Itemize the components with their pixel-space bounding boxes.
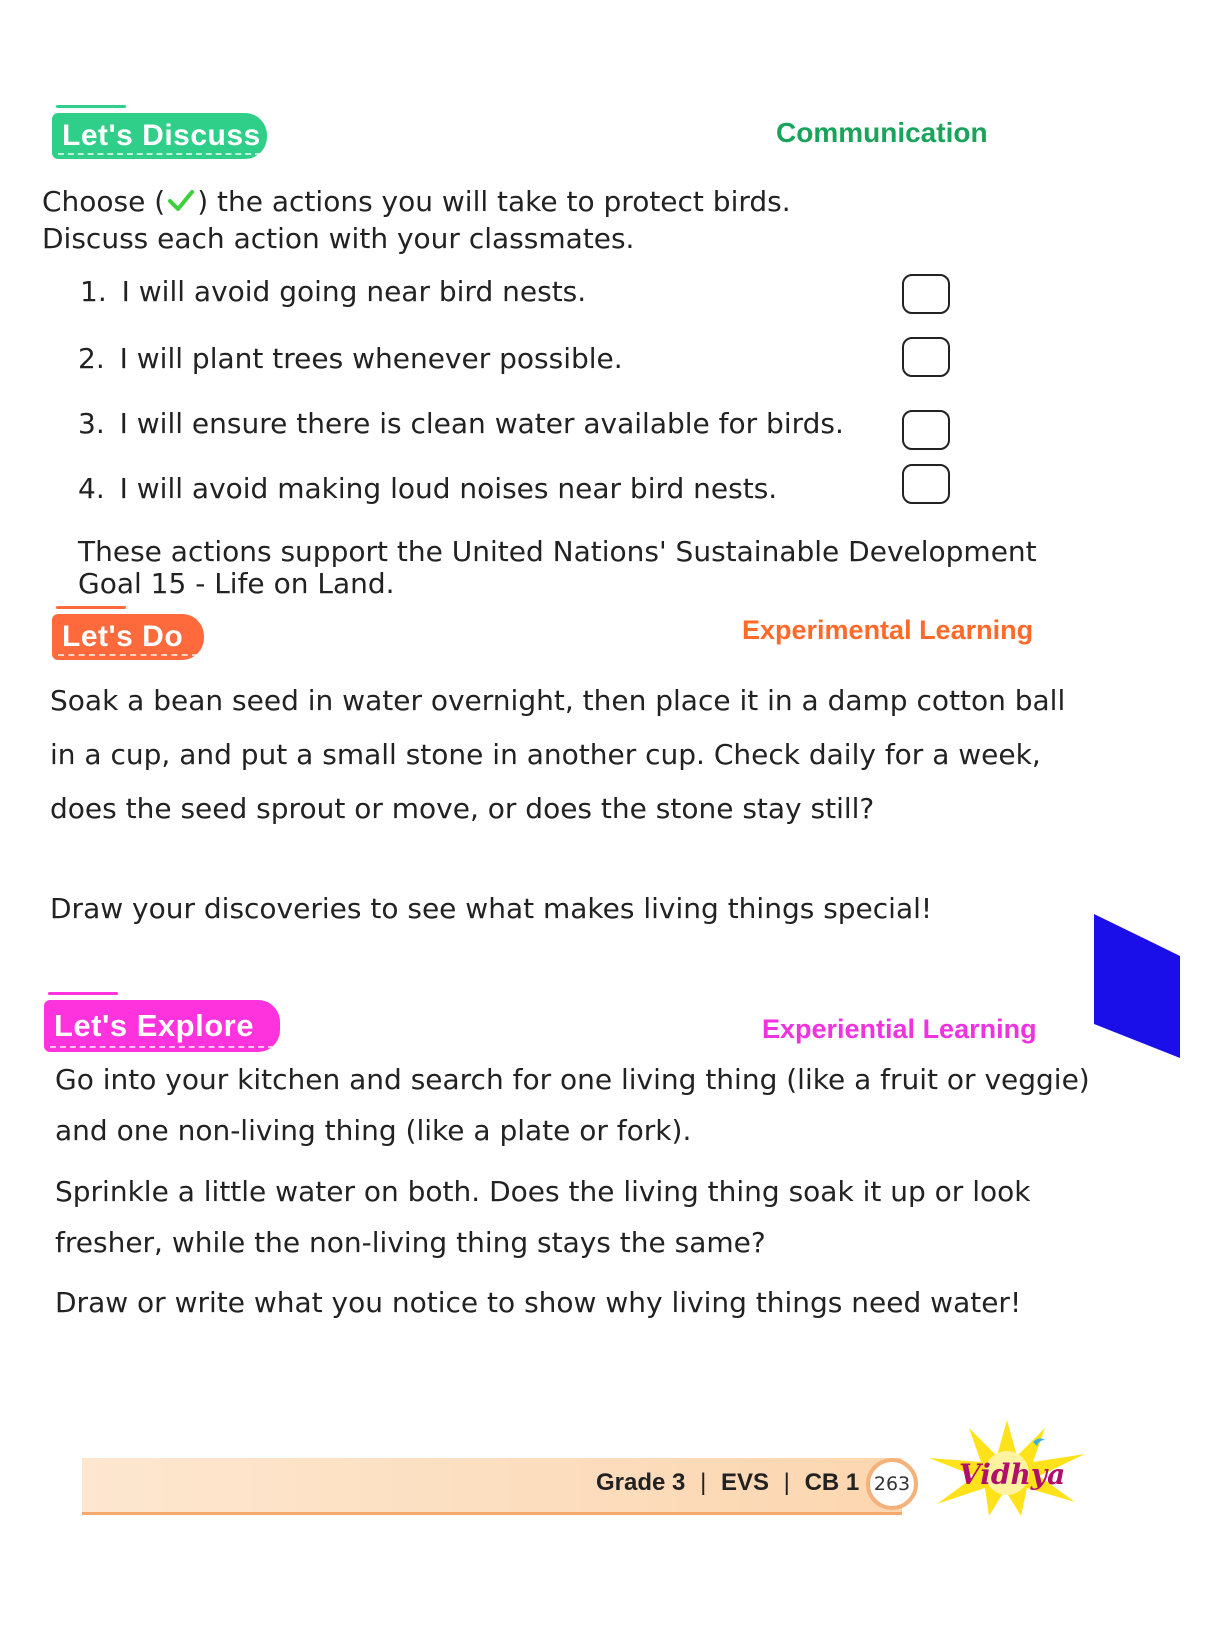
page-number: 263	[873, 1473, 911, 1495]
explore-line-1: Go into your kitchen and search for one living thing (like a fruit or veggie)	[55, 1063, 1090, 1096]
item-number: 2.	[78, 342, 105, 375]
page-number-circle	[866, 1458, 918, 1510]
do-closing: Draw your discoveries to see what makes living things special!	[50, 892, 933, 925]
footer-info	[596, 1469, 859, 1497]
item-number: 4.	[78, 472, 105, 505]
item-4-checkbox[interactable]	[902, 464, 950, 504]
separator: |	[783, 1469, 790, 1496]
item-3-checkbox[interactable]	[902, 410, 950, 450]
communication-label: Communication	[776, 117, 988, 148]
separator: |	[700, 1469, 707, 1496]
lets-explore-title: Let's Explore	[54, 1008, 254, 1043]
discuss-intro-2: Discuss each action with your classmates.	[42, 222, 635, 255]
vidhya-logo	[925, 1418, 1090, 1518]
explore-line-5: Draw or write what you notice to show why living things need water!	[55, 1286, 1022, 1319]
sdg-note-line-2: Goal 15 - Life on Land.	[78, 567, 395, 600]
lets-explore-badge	[44, 1000, 280, 1052]
do-line-2: in a cup, and put a small stone in another cup. Check daily for a week,	[50, 738, 1041, 771]
grade-label: Grade 3	[596, 1469, 686, 1496]
list-item	[78, 341, 623, 377]
item-1-checkbox[interactable]	[902, 274, 950, 314]
item-text: I will plant trees whenever possible.	[119, 342, 623, 375]
side-tab	[1094, 914, 1184, 1062]
intro-before: Choose (	[42, 185, 166, 218]
sdg-note-line-1: These actions support the United Nations' Sustainable Development	[78, 535, 1037, 568]
experimental-learning-label: Experimental Learning	[742, 615, 1034, 645]
lets-discuss-badge	[52, 113, 267, 159]
item-text: I will avoid going near bird nests.	[121, 275, 587, 308]
list-item	[80, 274, 586, 310]
logo-text: Vidhya	[959, 1458, 1066, 1491]
item-text: I will avoid making loud noises near bird nests.	[119, 472, 778, 505]
check-icon	[167, 185, 195, 221]
explore-line-2: and one non-living thing (like a plate or fork).	[55, 1114, 692, 1147]
item-number: 3.	[78, 407, 105, 440]
do-line-1: Soak a bean seed in water overnight, then place it in a damp cotton ball	[50, 684, 1066, 717]
explore-line-4: fresher, while the non-living thing stays the same?	[55, 1226, 766, 1259]
experiential-learning-label: Experiential Learning	[762, 1014, 1037, 1044]
book-label: CB 1	[804, 1469, 860, 1496]
list-item	[78, 471, 777, 507]
do-line-3: does the seed sprout or move, or does the stone stay still?	[50, 792, 875, 825]
lets-do-title: Let's Do	[62, 620, 184, 653]
lets-do-badge	[52, 614, 204, 660]
lets-discuss-title: Let's Discuss	[62, 119, 261, 152]
list-item	[78, 406, 844, 442]
subject-label: EVS	[720, 1469, 769, 1496]
intro-after: ) the actions you will take to protect birds.	[197, 185, 791, 218]
item-number: 1.	[80, 275, 107, 308]
item-text: I will ensure there is clean water available for birds.	[119, 407, 844, 440]
explore-line-3: Sprinkle a little water on both. Does the living thing soak it up or look	[55, 1175, 1031, 1208]
discuss-intro	[42, 184, 791, 221]
item-2-checkbox[interactable]	[902, 337, 950, 377]
